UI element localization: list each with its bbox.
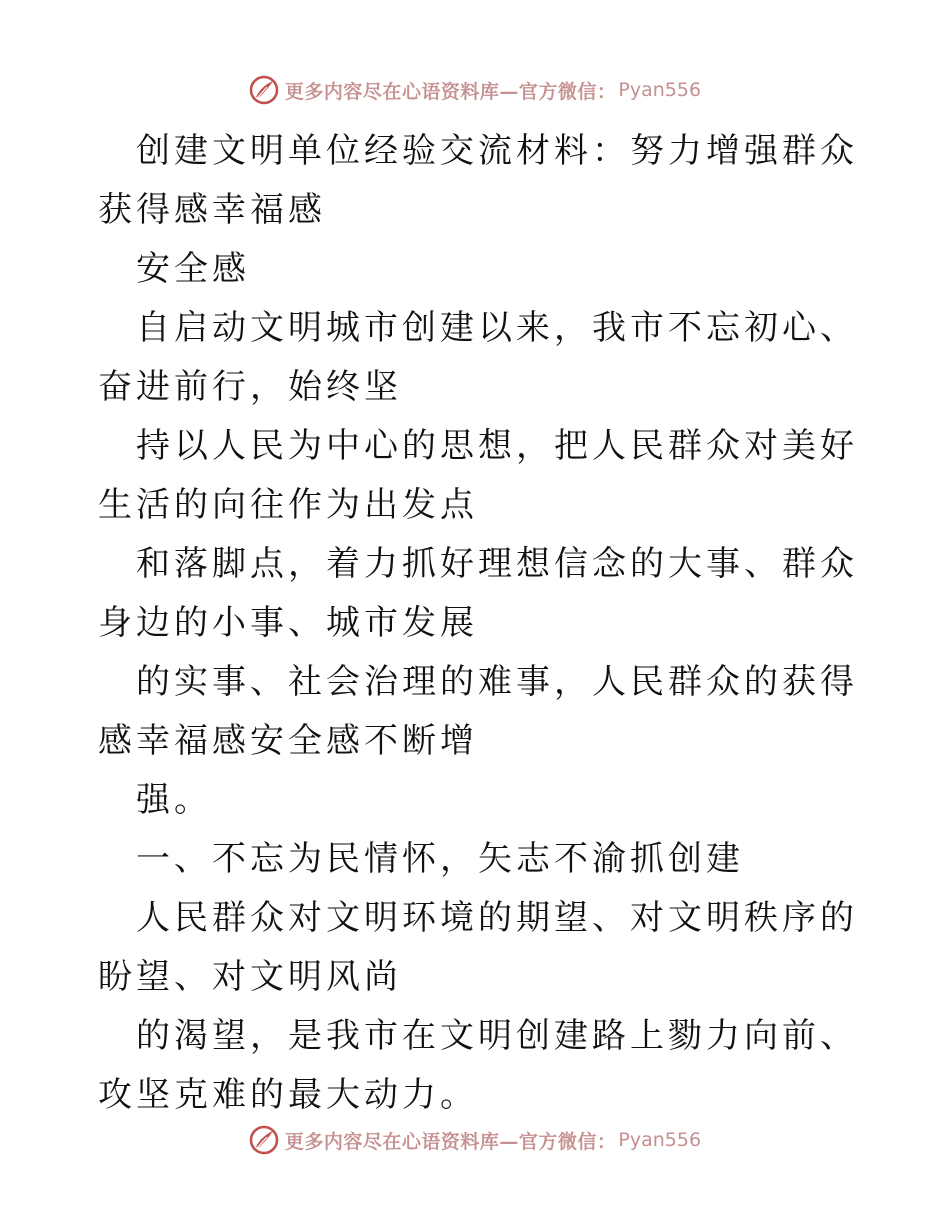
feather-pen-logo-icon [249, 1125, 279, 1155]
banner-text: 更多内容尽在心语资料库—官方微信： [284, 80, 617, 103]
feather-pen-logo-icon [249, 75, 279, 105]
paragraph: 持以人民为中心的思想，把人民群众对美好生活的向往作为出发点 [98, 426, 858, 525]
banner-wechat-id: Pyan556 [618, 79, 702, 101]
banner-wechat-id: Pyan556 [618, 1129, 702, 1151]
document-title: 创建文明单位经验交流材料：努力增强群众获得感幸福感 [98, 131, 858, 230]
paragraph: 强。 [136, 780, 212, 820]
paragraph: 安全感 [136, 249, 250, 289]
paragraph: 自启动文明城市创建以来，我市不忘初心、奋进前行，始终坚 [98, 308, 858, 407]
footer-banner [0, 1120, 950, 1160]
header-banner [0, 70, 950, 110]
document-body [98, 122, 858, 1125]
paragraph: 和落脚点，着力抓好理想信念的大事、群众身边的小事、城市发展 [98, 544, 858, 643]
paragraph: 人民群众对文明环境的期望、对文明秩序的盼望、对文明风尚 [98, 898, 858, 997]
banner-text: 更多内容尽在心语资料库—官方微信： [284, 1130, 617, 1153]
paragraph: 的渴望，是我市在文明创建路上勠力向前、攻坚克难的最大动力。 [98, 1016, 858, 1115]
section-heading: 一、不忘为民情怀，矢志不渝抓创建 [136, 839, 744, 879]
paragraph: 的实事、社会治理的难事，人民群众的获得感幸福感安全感不断增 [98, 662, 858, 761]
